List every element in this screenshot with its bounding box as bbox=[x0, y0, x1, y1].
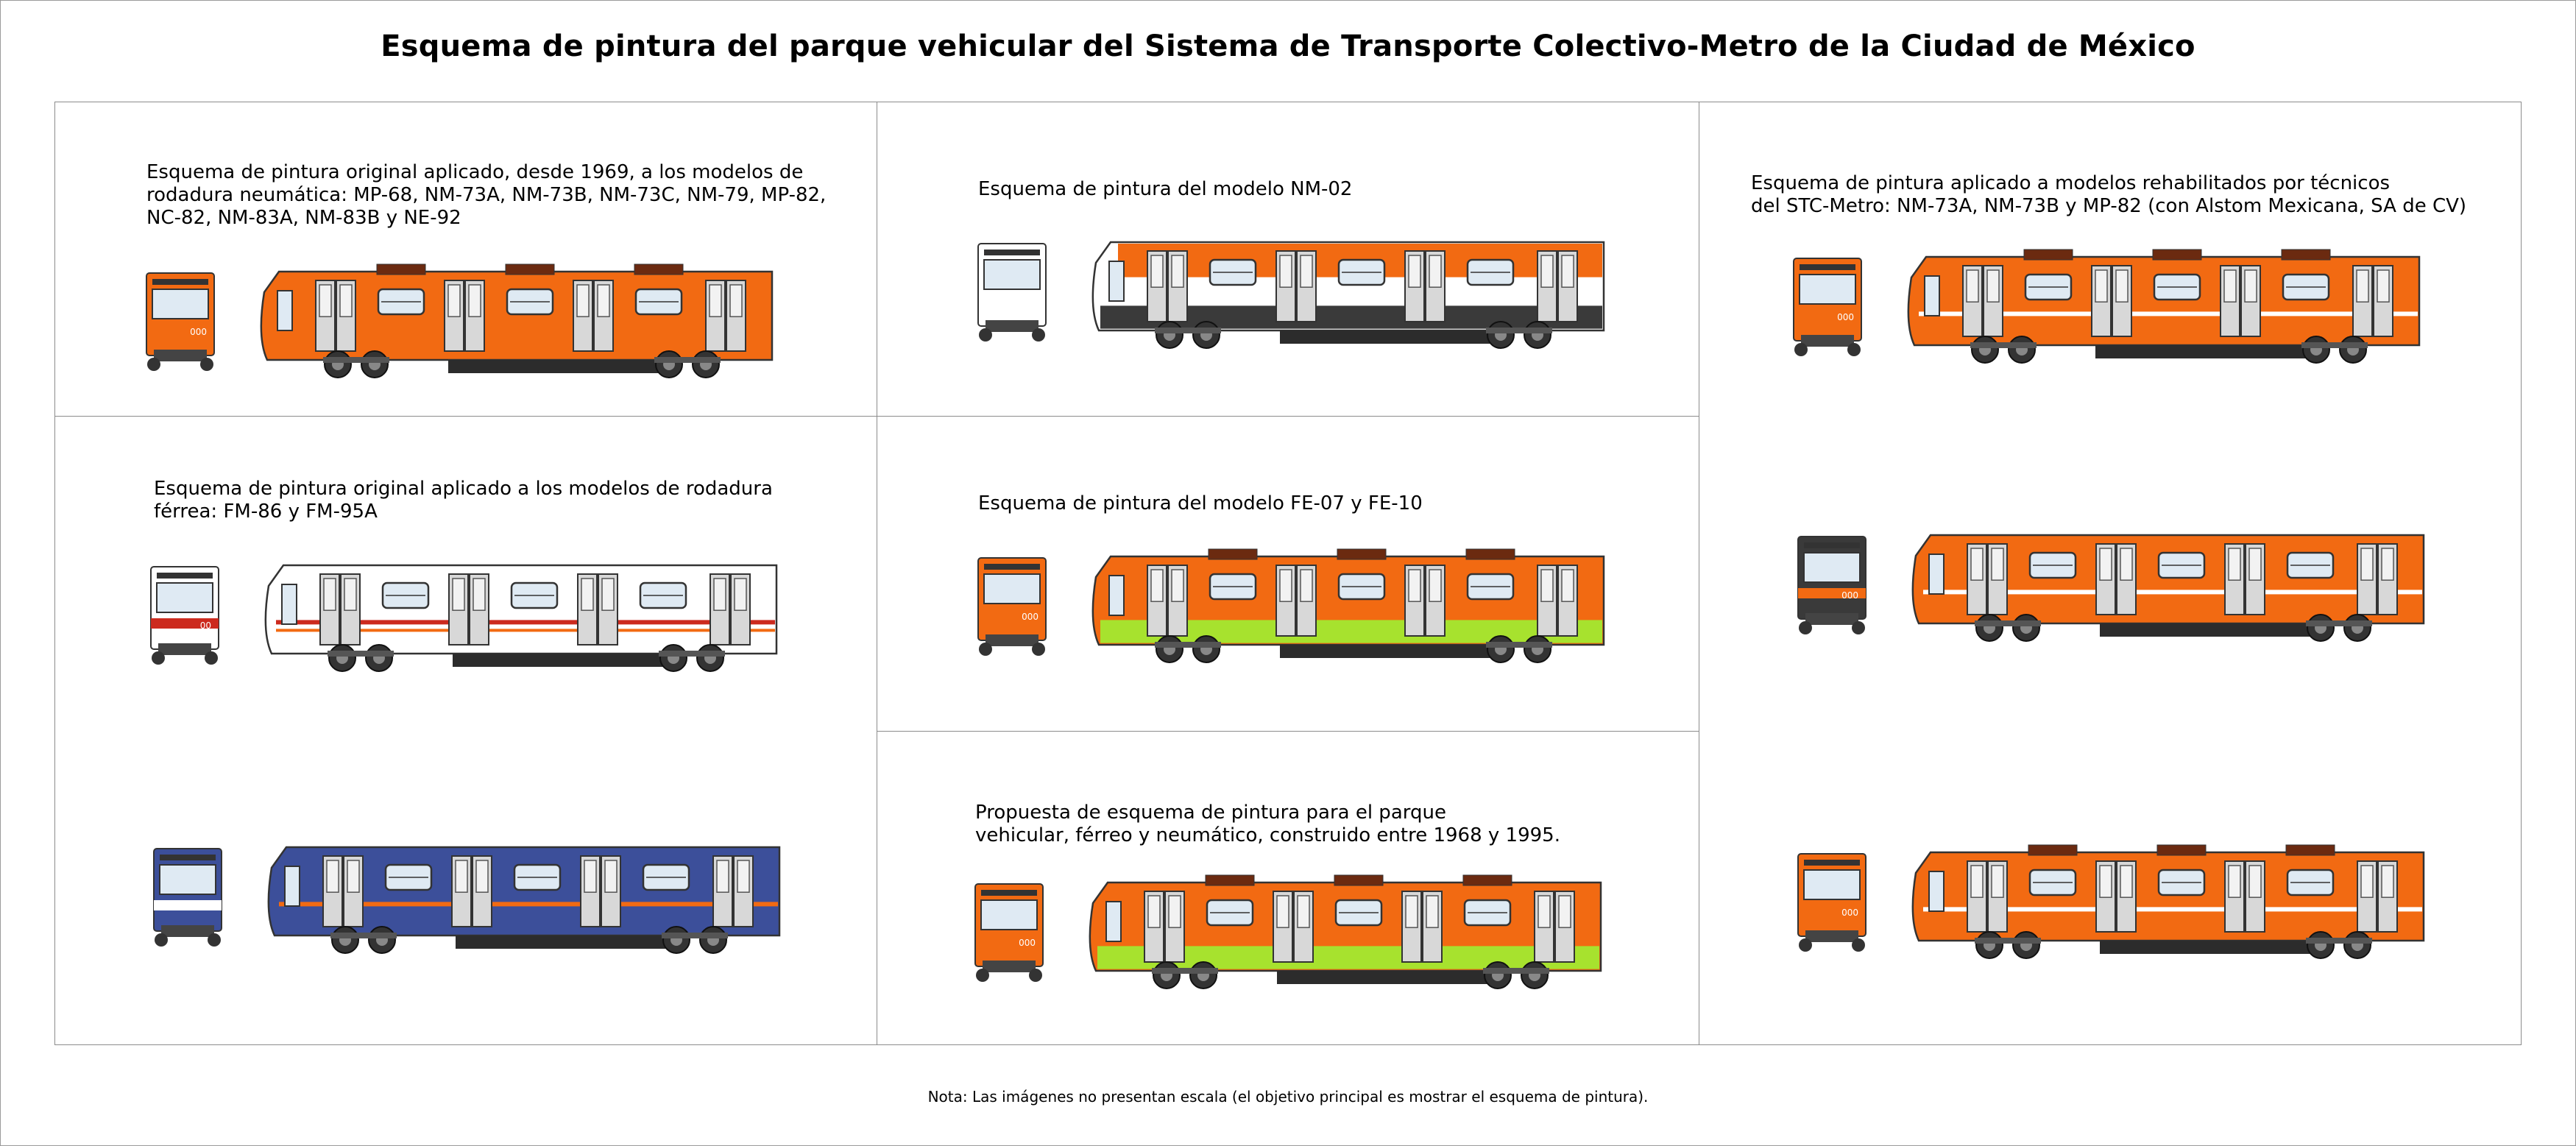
door-window bbox=[1541, 570, 1553, 601]
roof-vent bbox=[1206, 875, 1254, 885]
door-window bbox=[1992, 548, 2003, 580]
front-destination-sign bbox=[157, 573, 213, 579]
front-wheel bbox=[1032, 328, 1045, 342]
roof-vent bbox=[2028, 845, 2077, 855]
bogie-frame bbox=[328, 651, 394, 657]
door-window bbox=[2100, 866, 2112, 897]
front-windshield bbox=[984, 260, 1040, 289]
front-windshield bbox=[1804, 870, 1860, 899]
caption-nm02: Esquema de pintura del modelo NM-02 bbox=[978, 178, 1353, 200]
door-window bbox=[584, 860, 596, 892]
door-window bbox=[714, 579, 726, 610]
unit-number: 000 bbox=[1837, 312, 1854, 322]
front-coupler bbox=[986, 320, 1038, 332]
door-window bbox=[1541, 255, 1553, 287]
front-wheel bbox=[1799, 938, 1812, 952]
door-window bbox=[2120, 548, 2132, 580]
roof-vent bbox=[2153, 250, 2201, 260]
train-rehabilitado-1 bbox=[1794, 242, 2427, 360]
door-window bbox=[730, 285, 742, 316]
door-window bbox=[469, 285, 481, 316]
roof-vent bbox=[2024, 250, 2073, 260]
front-destination-sign bbox=[984, 250, 1040, 255]
roof-vent bbox=[1337, 549, 1386, 559]
footnote: Nota: Las imágenes no presentan escala (el objetivo principal es mostrar el esquema de pintura). bbox=[927, 1088, 1649, 1106]
door-window bbox=[327, 860, 339, 892]
door-window bbox=[319, 285, 331, 316]
panel-nm02 bbox=[877, 102, 1699, 417]
caption-original-neumatico: Esquema de pintura original aplicado, desde 1969, a los modelos de rodadura neumática: MP-68, NM-73A, NM-73B, NM-73C, NM-79, MP-82, NC-82, NM-83A, NM-83B y NE-92 bbox=[146, 161, 827, 229]
door-window bbox=[1301, 255, 1312, 287]
door-window bbox=[1169, 896, 1181, 927]
door-window bbox=[1298, 896, 1309, 927]
cab-window bbox=[277, 291, 292, 330]
front-wheel bbox=[208, 933, 221, 947]
cab-window bbox=[1929, 871, 1944, 911]
underframe bbox=[2095, 345, 2316, 358]
unit-number: 000 bbox=[1841, 908, 1858, 918]
front-wheel bbox=[1032, 643, 1045, 656]
underframe bbox=[1280, 330, 1501, 344]
front-destination-sign bbox=[981, 890, 1037, 896]
cab-window bbox=[282, 584, 297, 624]
train-original-ferreo bbox=[151, 551, 784, 676]
front-wheel bbox=[155, 933, 168, 947]
front-windshield bbox=[981, 900, 1037, 930]
panel-fe07 bbox=[877, 416, 1699, 732]
front-wheel bbox=[1852, 621, 1865, 634]
door-window bbox=[1151, 255, 1163, 287]
door-window bbox=[710, 285, 721, 316]
unit-number: 000 bbox=[1019, 938, 1036, 948]
bogie-frame bbox=[659, 651, 725, 657]
roof-vent bbox=[2286, 845, 2335, 855]
unit-number: 000 bbox=[190, 327, 207, 337]
front-windshield bbox=[984, 574, 1040, 604]
bogie-frame bbox=[1486, 328, 1552, 333]
front-windshield bbox=[152, 289, 208, 319]
cab-window bbox=[1109, 576, 1124, 615]
schemes-grid bbox=[54, 102, 2522, 1045]
door-window bbox=[1280, 570, 1292, 601]
front-coupler bbox=[158, 643, 211, 655]
door-window bbox=[2116, 270, 2128, 302]
door-window bbox=[581, 579, 593, 610]
train-fe07 bbox=[978, 542, 1611, 659]
door-window bbox=[1429, 570, 1441, 601]
door-window bbox=[1987, 270, 1999, 302]
door-window bbox=[1409, 570, 1420, 601]
bogie-frame bbox=[1155, 642, 1221, 648]
train-nm02 bbox=[978, 227, 1611, 345]
door-window bbox=[1559, 896, 1571, 927]
door-window bbox=[1538, 896, 1550, 927]
door-window bbox=[2361, 548, 2373, 580]
front-wheel bbox=[976, 969, 989, 982]
underframe bbox=[448, 360, 669, 373]
door-window bbox=[598, 285, 609, 316]
caption-propuesta: Propuesta de esquema de pintura para el parque vehicular, férreo y neumático, construido entre 1968 y 1995. bbox=[975, 802, 1560, 846]
front-coupler bbox=[154, 350, 207, 361]
underframe bbox=[1280, 645, 1501, 658]
underframe bbox=[453, 654, 673, 667]
underframe bbox=[2100, 623, 2321, 637]
front-wheel bbox=[979, 328, 992, 342]
roof-vent bbox=[2282, 250, 2330, 260]
door-window bbox=[347, 860, 359, 892]
door-window bbox=[605, 860, 617, 892]
front-destination-sign bbox=[152, 279, 208, 285]
roof-vent bbox=[2157, 845, 2206, 855]
bogie-frame bbox=[1155, 328, 1221, 333]
door-window bbox=[1172, 570, 1183, 601]
door-window bbox=[1406, 896, 1418, 927]
bogie-frame bbox=[1975, 938, 2041, 944]
door-window bbox=[1967, 270, 1978, 302]
roof-vent bbox=[634, 264, 683, 275]
front-wheel bbox=[979, 643, 992, 656]
door-window bbox=[2120, 866, 2132, 897]
front-destination-sign bbox=[984, 564, 1040, 570]
front-wheel bbox=[1852, 938, 1865, 952]
caption-original-ferreo: Esquema de pintura original aplicado a los modelos de rodadura férrea: FM-86 y FM-95A bbox=[154, 478, 773, 523]
roof-vent bbox=[1466, 549, 1515, 559]
door-window bbox=[448, 285, 460, 316]
front-wheel bbox=[147, 358, 160, 371]
cab-window bbox=[1929, 554, 1944, 594]
panel-rehabilitados bbox=[1699, 102, 2522, 1045]
door-window bbox=[2095, 270, 2107, 302]
train-rehabilitado-3 bbox=[1798, 838, 2431, 955]
train-blue-orange bbox=[154, 832, 787, 950]
front-destination-sign bbox=[1800, 264, 1855, 270]
front-wheel bbox=[1847, 343, 1861, 356]
door-window bbox=[1971, 548, 1983, 580]
roof-vent bbox=[377, 264, 425, 275]
front-destination-sign bbox=[1804, 542, 1860, 548]
door-window bbox=[717, 860, 729, 892]
bogie-frame bbox=[323, 357, 389, 363]
unit-number: 00 bbox=[202, 902, 214, 913]
door-window bbox=[473, 579, 485, 610]
front-wheel bbox=[152, 651, 165, 665]
unit-number: 00 bbox=[199, 620, 211, 631]
front-coupler bbox=[983, 961, 1036, 972]
door-window bbox=[453, 579, 464, 610]
front-destination-sign bbox=[1804, 860, 1860, 866]
door-window bbox=[1151, 570, 1163, 601]
roof-vent bbox=[1334, 875, 1383, 885]
front-wheel bbox=[1799, 621, 1812, 634]
front-coupler bbox=[1805, 930, 1858, 942]
caption-rehabilitados: Esquema de pintura aplicado a modelos rehabilitados por técnicos del STC-Metro: NM-73A, NM-73B y MP-82 (con Alstom Mexicana, SA de CV) bbox=[1751, 172, 2467, 217]
bogie-frame bbox=[1486, 642, 1552, 648]
front-windshield bbox=[160, 865, 216, 894]
door-window bbox=[1409, 255, 1420, 287]
train-propuesta bbox=[975, 868, 1608, 986]
cab-window bbox=[285, 866, 300, 906]
cab-window bbox=[1106, 902, 1121, 941]
roof-vent bbox=[506, 264, 554, 275]
front-wheel bbox=[1794, 343, 1808, 356]
front-coupler bbox=[1801, 335, 1854, 347]
door-window bbox=[2229, 866, 2240, 897]
front-coupler bbox=[1805, 613, 1858, 625]
front-coupler bbox=[161, 925, 214, 937]
door-window bbox=[2245, 270, 2257, 302]
door-window bbox=[1301, 570, 1312, 601]
bogie-frame bbox=[2301, 342, 2368, 348]
bogie-frame bbox=[1483, 968, 1549, 974]
unit-number: 000 bbox=[1022, 297, 1038, 308]
door-window bbox=[1971, 866, 1983, 897]
front-wheel bbox=[205, 651, 218, 665]
door-window bbox=[2224, 270, 2236, 302]
bogie-frame bbox=[2306, 620, 2372, 626]
bogie-frame bbox=[662, 933, 728, 938]
underframe bbox=[456, 935, 676, 949]
door-window bbox=[577, 285, 589, 316]
door-window bbox=[2382, 866, 2393, 897]
door-window bbox=[1992, 866, 2003, 897]
bogie-frame bbox=[2306, 938, 2372, 944]
door-window bbox=[2100, 548, 2112, 580]
panel-original-ferreo bbox=[54, 416, 877, 1045]
door-window bbox=[476, 860, 488, 892]
door-window bbox=[2377, 270, 2389, 302]
panel-original-neumatico bbox=[54, 102, 877, 417]
door-window bbox=[1562, 255, 1574, 287]
door-window bbox=[1148, 896, 1160, 927]
door-window bbox=[1429, 255, 1441, 287]
door-window bbox=[2229, 548, 2240, 580]
door-window bbox=[2249, 866, 2261, 897]
door-window bbox=[1562, 570, 1574, 601]
caption-fe07: Esquema de pintura del modelo FE-07 y FE-10 bbox=[978, 492, 1423, 514]
door-window bbox=[735, 579, 746, 610]
door-window bbox=[2249, 548, 2261, 580]
front-windshield bbox=[1800, 275, 1855, 304]
door-window bbox=[2357, 270, 2368, 302]
front-wheel bbox=[1029, 969, 1042, 982]
unit-number: 000 bbox=[1841, 590, 1858, 601]
door-window bbox=[2361, 866, 2373, 897]
bogie-frame bbox=[1975, 620, 2041, 626]
front-windshield bbox=[157, 583, 213, 612]
underframe bbox=[2100, 941, 2321, 954]
train-original-neumatico bbox=[146, 257, 779, 367]
cab-window bbox=[1109, 261, 1124, 301]
front-wheel bbox=[200, 358, 213, 371]
bogie-frame bbox=[1152, 968, 1218, 974]
door-window bbox=[344, 579, 356, 610]
cab-window bbox=[1925, 276, 1939, 316]
door-window bbox=[324, 579, 336, 610]
door-window bbox=[1172, 255, 1183, 287]
bogie-frame bbox=[330, 933, 397, 938]
door-window bbox=[2382, 548, 2393, 580]
front-destination-sign bbox=[160, 855, 216, 860]
door-window bbox=[1277, 896, 1289, 927]
underframe bbox=[1277, 971, 1498, 984]
roof-vent bbox=[1209, 549, 1257, 559]
door-window bbox=[1280, 255, 1292, 287]
door-window bbox=[602, 579, 614, 610]
door-window bbox=[737, 860, 749, 892]
door-window bbox=[456, 860, 467, 892]
door-window bbox=[1426, 896, 1438, 927]
page-title: Esquema de pintura del parque vehicular del Sistema de Transporte Colectivo-Metro de la Ciudad de México bbox=[381, 29, 2195, 63]
bogie-frame bbox=[1970, 342, 2037, 348]
roof-vent bbox=[1463, 875, 1512, 885]
bogie-frame bbox=[654, 357, 721, 363]
unit-number: 000 bbox=[1022, 612, 1038, 622]
front-windshield bbox=[1804, 553, 1860, 582]
front-coupler bbox=[986, 634, 1038, 646]
panel-propuesta bbox=[877, 731, 1699, 1045]
train-rehabilitado-2 bbox=[1798, 520, 2431, 638]
door-window bbox=[340, 285, 352, 316]
